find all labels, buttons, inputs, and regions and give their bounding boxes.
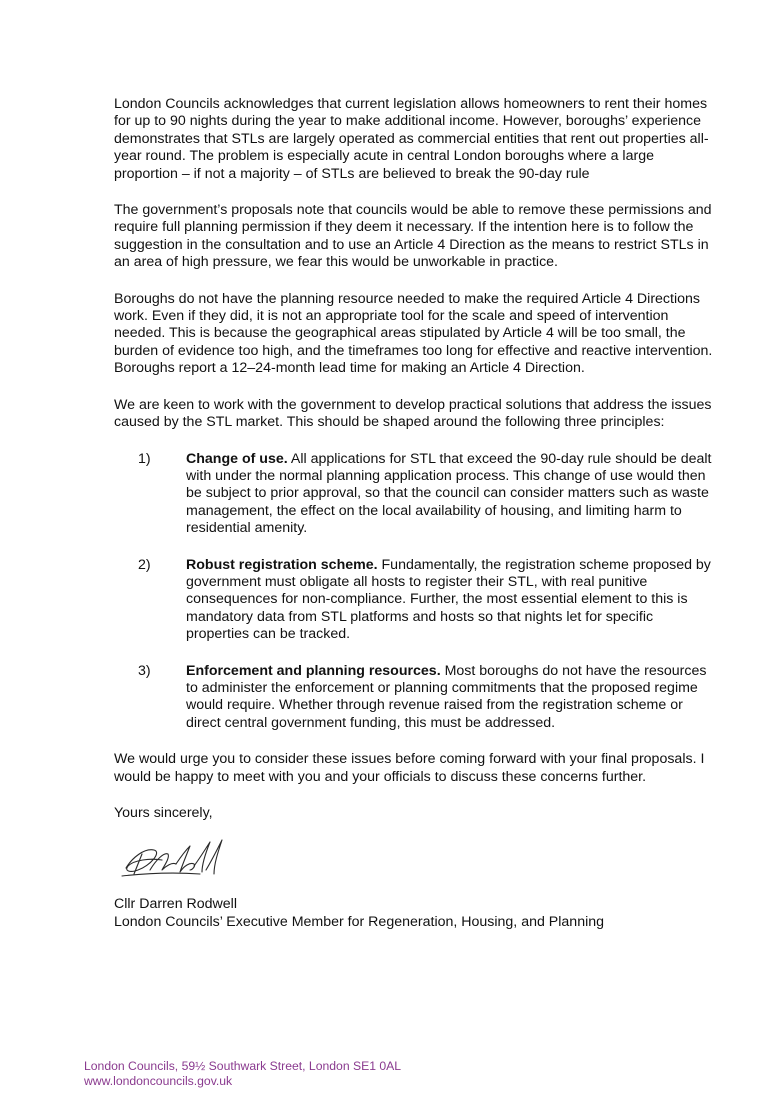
signatory-role: London Councils’ Executive Member for Regeneration, Housing, and Planning — [114, 913, 605, 930]
principles-list — [114, 451, 714, 733]
footer — [84, 1059, 401, 1089]
principle-heading: Enforcement and planning resources. — [186, 662, 441, 679]
paragraph-closing: We would urge you to consider these issues before coming forward with your final proposals. I would be happy to meet with you and your officials to discuss these concerns further. — [114, 751, 705, 785]
principle-text: All applications for STL that exceed the 90-day rule should be dealt with under the normal planning application process. This change of use would then be subject to prior approval, so that the council can consider matters such as waste management, the effect on the local availability of housing, and limiting harm to residential amenity. — [186, 450, 712, 537]
principle-number: 1) — [138, 450, 151, 467]
paragraph-proposals: The government’s proposals note that councils would be able to remove these permissions and require full planning permission if they deem it necessary. If the intention here is to follow the suggestion in the consultation and to use an Article 4 Direction as the means to restrict STLs in an area of high pressure, we fear this would be unworkable in practice. — [114, 202, 712, 271]
principle-number: 2) — [138, 556, 151, 573]
principle-number: 3) — [138, 662, 151, 679]
paragraph-boroughs-resource: Boroughs do not have the planning resource needed to make the required Article 4 Directions work. Even if they did, it is not an appropriate tool for the scale and speed of intervention needed. This is because the geographical areas stipulated by Article 4 will be too small, the burden of evidence too high, and the timeframes too long for effective and reactive intervention. Boroughs report a 12–24-month lead time for making an Article 4 Direction. — [114, 290, 713, 377]
principle-body — [186, 663, 714, 733]
principle-body — [186, 557, 714, 644]
handwritten-signature — [120, 836, 250, 884]
principle-item — [114, 451, 714, 538]
footer-website-link[interactable]: www.londoncouncils.gov.uk — [84, 1074, 233, 1088]
letter-body — [114, 96, 714, 931]
principle-body — [186, 451, 714, 538]
sign-off: Yours sincerely, — [114, 805, 213, 821]
principle-item — [114, 663, 714, 733]
footer-address: London Councils, 59½ Southwark Street, London SE1 0AL — [84, 1059, 402, 1073]
principle-item — [114, 557, 714, 644]
paragraph-principles-intro: We are keen to work with the government to develop practical solutions that address the issues caused by the STL market. This should be shaped around the following three principles: — [114, 396, 712, 431]
principle-heading: Robust registration scheme. — [186, 556, 378, 573]
principle-heading: Change of use. — [186, 450, 288, 467]
signatory-name: Cllr Darren Rodwell — [114, 896, 237, 913]
principle-text: Most boroughs do not have the resources to administer the enforcement or planning commitments that the proposed regime would require. Whether through revenue raised from the registration scheme or direct central government funding, this must be addressed. — [186, 662, 707, 731]
paragraph-legislation: London Councils acknowledges that current legislation allows homeowners to rent their homes for up to 90 nights during the year to make additional income. However, boroughs’ experience demonstrates that STLs are largely operated as commercial entities that rent out properties all-year round. The problem is especially acute in central London boroughs where a large proportion – if not a majority – of STLs are believed to break the 90-day rule — [114, 96, 709, 182]
principle-text: Fundamentally, the registration scheme proposed by government must obligate all hosts to register their STL, with real punitive consequences for non-compliance. Further, the most essential element to this is mandatory data from STL platforms and hosts so that nights let for specific properties can be tracked. — [186, 556, 711, 643]
